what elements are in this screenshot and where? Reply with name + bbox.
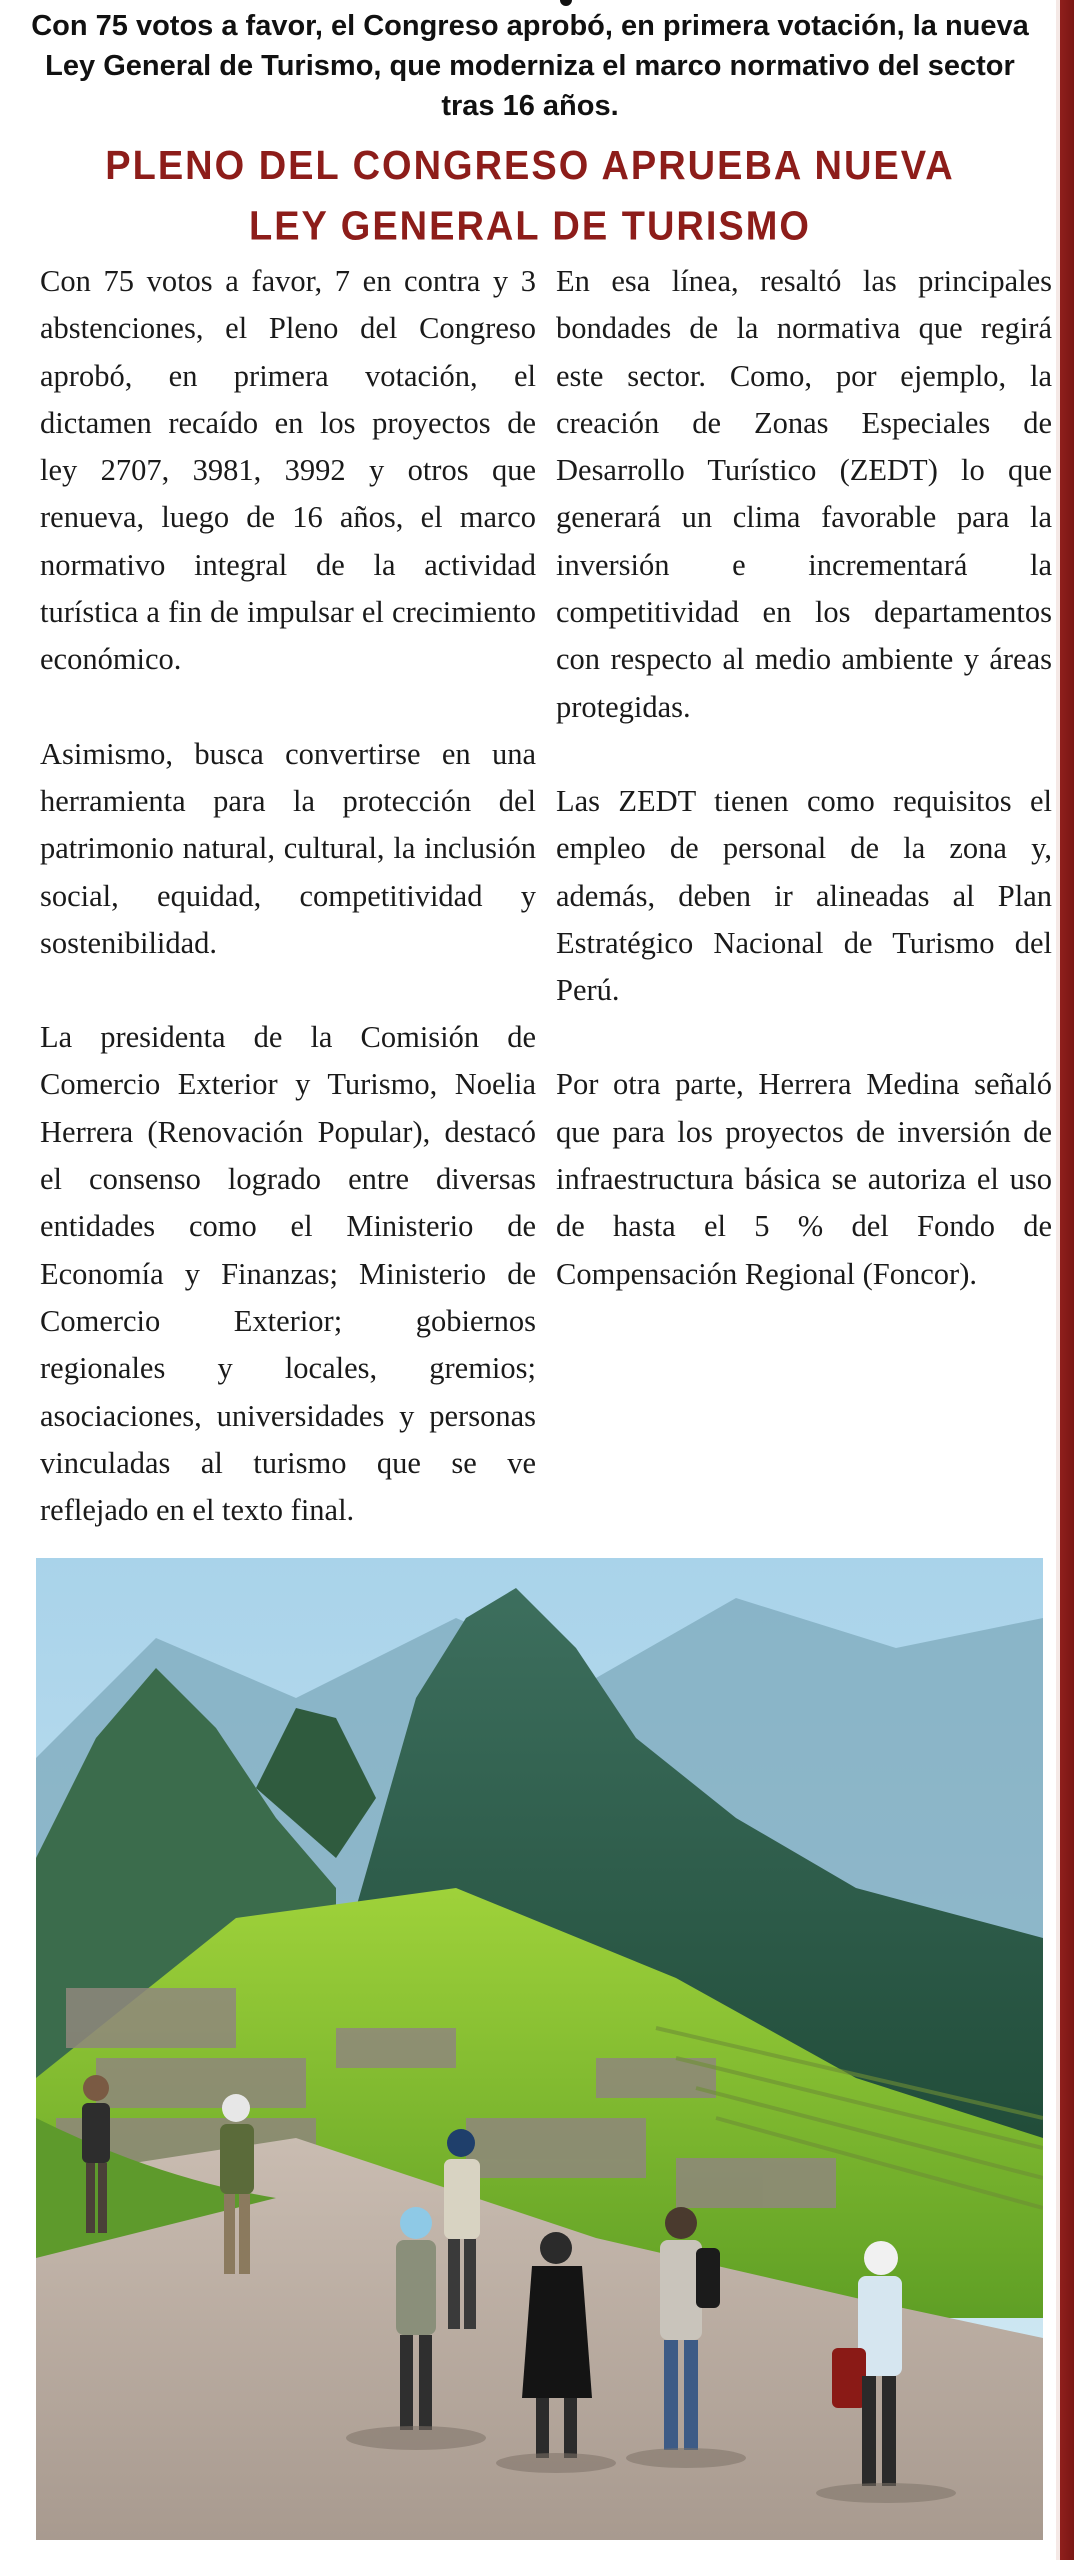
article-column-left [40, 258, 536, 1581]
headline-line-1: PLENO DEL CONGRESO APRUEBA NUEVA [105, 143, 955, 189]
headline-line-2: LEY GENERAL DE TURISMO [249, 204, 811, 250]
article-paragraph: Por otra parte, Herrera Medina señaló que para los proyectos de inversión de infraestructura básica se autoriza el uso de hasta el 5 % del Fondo de Compensación Regional (Foncor). [556, 1067, 1052, 1291]
article-photo-machu-picchu [36, 1558, 1043, 2540]
article-paragraph: La presidenta de la Comisión de Comercio Exterior y Turismo, Noelia Herrera (Renovación Popular), destacó el consenso logrado entre diversas entidades como el Ministerio de Economía y Finanzas; Ministerio de Comercio Exterior; gobiernos regionales y locales, gremios; asociaciones, universidades y personas vinculadas al turismo que se ve reflejado en el texto final. [40, 1020, 536, 1528]
page-side-rule [1056, 0, 1074, 2560]
article-paragraph: Asimismo, busca convertirse en una herramienta para la protección del patrimonio natural, cultural, la inclusión social, equidad, competitividad y sostenibilidad. [40, 736, 536, 960]
article-headline [30, 136, 1030, 257]
article-paragraph: En esa línea, resaltó las principales bondades de la normativa que regirá este sector. Como, por ejemplo, la creación de Zonas Especiales de Desarrollo Turístico (ZEDT) lo que generará un clima favorable para la inversión e incrementará la competitividad en los departamentos con respecto al medio ambiente y áreas protegidas. [556, 264, 1052, 724]
article-paragraph: Las ZEDT tienen como requisitos el empleo de personal de la zona y, además, deben ir alineadas al Plan Estratégico Nacional de Turismo del Perú. [556, 783, 1052, 1008]
article-lead: Con 75 votos a favor, el Congreso aprobó, en primera votación, la nueva Ley General de Turismo, que moderniza el marco normativo del sector tras 16 años. [31, 10, 1029, 122]
article-column-right [556, 258, 1052, 1345]
photo-illustration [36, 1558, 1043, 2540]
article-paragraph: Con 75 votos a favor, 7 en contra y 3 abstenciones, el Pleno del Congreso aprobó, en primera votación, el dictamen recaído en los proyectos de ley 2707, 3981, 3992 y otros que renueva, luego de 16 años, el marco normativo integral de la actividad turística a fin de impulsar el crecimiento económico. [40, 264, 536, 677]
